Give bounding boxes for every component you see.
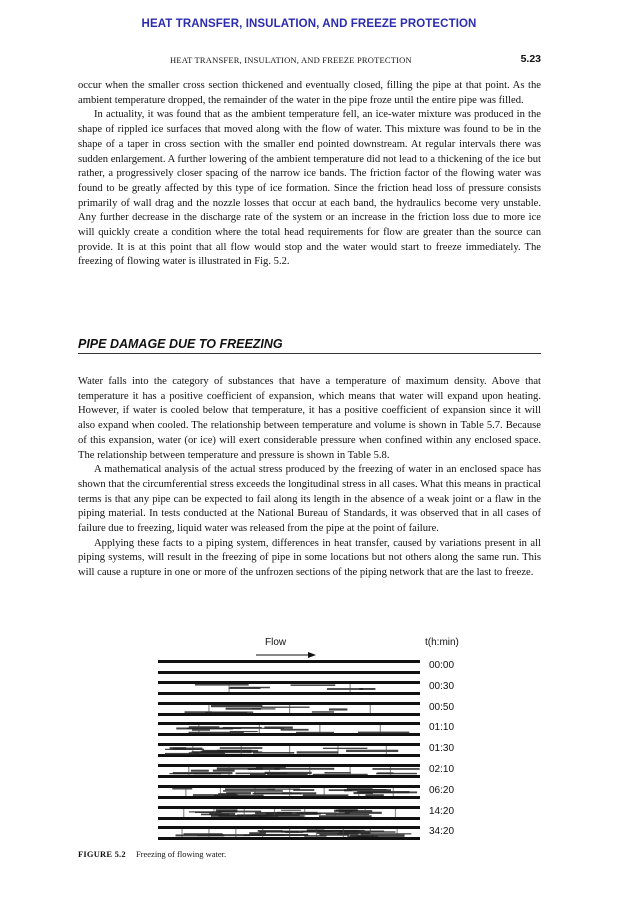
- ice-band: [191, 770, 209, 772]
- ice-band: [267, 788, 300, 789]
- ice-ring: [334, 809, 335, 817]
- pipe-wall-bottom: [158, 671, 420, 674]
- ice-ring: [395, 809, 396, 817]
- pipe-time-label: 14:20: [429, 805, 455, 817]
- ice-band: [329, 789, 353, 791]
- ice-band: [189, 811, 237, 812]
- ice-band: [226, 707, 261, 709]
- ice-band: [253, 752, 294, 754]
- ice-ring: [350, 767, 351, 775]
- pipe-wall-top: [158, 722, 420, 725]
- ice-band: [250, 774, 266, 776]
- ice-band: [297, 751, 338, 753]
- pipe-row: [158, 783, 478, 801]
- pipe-row: [158, 720, 478, 738]
- pipe-illustration: [158, 743, 420, 757]
- pipe-wall-bottom: [158, 796, 420, 799]
- ice-ring: [208, 829, 209, 837]
- ice-band: [187, 728, 241, 729]
- pipe-illustration: [158, 681, 420, 695]
- ice-band: [226, 792, 251, 794]
- ice-band: [172, 788, 192, 789]
- ice-ring: [370, 829, 371, 837]
- ice-band: [329, 708, 347, 710]
- pipe-row: [158, 741, 478, 759]
- pipe-wall-bottom: [158, 692, 420, 695]
- ice-band: [365, 794, 383, 796]
- ice-band: [213, 770, 235, 772]
- pipe-time-label: 01:10: [429, 722, 455, 734]
- pipe-row: [158, 762, 478, 780]
- ice-ring: [358, 788, 359, 796]
- pipe-time-label: 00:50: [429, 701, 455, 713]
- ice-band: [339, 832, 395, 833]
- running-head-title: HEAT TRANSFER, INSULATION, AND FREEZE PROTECTION: [170, 55, 412, 65]
- ice-ring: [337, 746, 338, 754]
- ice-ring: [269, 767, 270, 775]
- ice-band: [258, 830, 283, 832]
- ice-band: [229, 687, 261, 689]
- ice-band: [267, 774, 308, 776]
- ice-band: [194, 773, 221, 774]
- ice-ring: [274, 809, 275, 817]
- ice-band: [281, 729, 309, 731]
- page-number: 5.23: [520, 53, 541, 65]
- pipe-time-label: 06:20: [429, 784, 455, 796]
- ice-ring: [390, 767, 391, 775]
- flow-label: Flow: [265, 637, 287, 648]
- ice-band: [205, 711, 247, 712]
- paragraph: In actuality, it was found that as the ambient temperature fell, an ice-water mixture was produced in the shape of rippled ice surfaces that moved along with the flow of water. This mixture was found to be in the shape of a taper in cross section with the smaller end pointed downstream. At regular intervals there was sudden enlargement. A further lowering of the ambient temperature did not lead to a thickening of the ice but rather, a progressively closer spacing of the narrow ice bands. The friction factor of the flowing water was found to be greatly affected by this type of ice formation. Since the friction head loss of pressure consists primarily of wall drag and the nozzle losses that occur at each band, the hydraulics become very unstable. Any further decrease in the discharge rate of the system or an increase in the friction loss due to more ice will quickly create a condition where the total head requirements for flow are greater than the source can provide. It is at this point that all flow would stop and the water would start to freeze immediately. The freezing of flowing water is illustrated in Fig. 5.2.: [78, 109, 541, 268]
- ice-band: [327, 688, 363, 690]
- pipe-row: [158, 824, 478, 842]
- pipe-illustration: [158, 764, 420, 778]
- ice-ring: [324, 788, 325, 796]
- ice-ring: [188, 767, 189, 775]
- figure-number: FIGURE 5.2: [78, 849, 126, 859]
- pipe-illustration: [158, 806, 420, 820]
- ice-band: [313, 774, 368, 775]
- ice-band: [346, 750, 398, 752]
- pipe-wall-bottom: [158, 817, 420, 820]
- ice-ring: [386, 746, 387, 754]
- ice-ring: [289, 746, 290, 754]
- section-text-block: [78, 375, 541, 581]
- ice-ring: [370, 705, 371, 713]
- ice-ring: [259, 725, 260, 733]
- pipe-row: [158, 658, 478, 676]
- ice-band: [211, 705, 262, 707]
- ice-ring: [380, 725, 381, 733]
- ice-band: [353, 792, 372, 794]
- paragraph: A mathematical analysis of the actual stress produced by the freezing of water in an enclosed space has shown that the circumferential stress exceeds the longitudinal stress in all cases. What this means in practical terms is that any pipe can be expected to fail along its length in the absence of a weak joint or a flaw in the piping material. In tests conducted at the National Bureau of Standards, it was observed that in all cases of failure due to freezing, liquid water was released from the pipe at the point of failure.: [78, 464, 541, 535]
- intro-text-block: [78, 79, 541, 270]
- ice-band: [266, 812, 317, 814]
- ice-ring: [208, 705, 209, 713]
- ice-band: [170, 747, 186, 749]
- ice-band: [296, 732, 334, 734]
- ice-band: [324, 772, 350, 773]
- pipe-wall-top: [158, 785, 420, 788]
- ice-ring: [309, 767, 310, 775]
- ice-ring: [343, 829, 344, 837]
- pipe-wall-top: [158, 764, 420, 767]
- pipe-illustration: [158, 785, 420, 799]
- section-heading: PIPE DAMAGE DUE TO FREEZING: [78, 337, 541, 354]
- ice-ring: [316, 829, 317, 837]
- ice-ring: [235, 829, 236, 837]
- pipe-wall-bottom: [158, 713, 420, 716]
- ice-ring: [244, 809, 245, 817]
- ice-band: [254, 792, 292, 794]
- ice-band: [261, 706, 309, 707]
- pipe-wall-bottom: [158, 837, 420, 840]
- paragraph: Applying these facts to a piping system, differences in heat transfer, caused by variations present in all piping systems, will result in the freezing of pipe in some locations but not others along the same run. This will cause a rupture in one or more of the unfrozen sections of the piping network that are the last to freeze.: [78, 537, 541, 579]
- ice-ring: [192, 746, 193, 754]
- pipe-wall-top: [158, 743, 420, 746]
- ice-band: [281, 809, 301, 810]
- pipe-time-label: 00:30: [429, 680, 455, 692]
- ice-band: [372, 768, 419, 770]
- pipe-time-label: 01:30: [429, 743, 455, 755]
- pipe-wall-top: [158, 826, 420, 829]
- ice-band: [358, 732, 409, 734]
- ice-band: [319, 815, 372, 817]
- pipe-wall-top: [158, 681, 420, 684]
- ice-ring: [319, 725, 320, 733]
- ice-band: [192, 751, 252, 753]
- ice-ring: [229, 767, 230, 775]
- ice-ring: [213, 809, 214, 817]
- figure-freezing-flow: [150, 632, 480, 857]
- paragraph: occur when the smaller cross section thickened and eventually closed, filling the pipe at that point. As the ambient temperature dropped, the remainder of the water in the pipe froze until the entire pipe was filled.: [78, 80, 541, 106]
- ice-ring: [397, 829, 398, 837]
- ice-ring: [289, 829, 290, 837]
- pipe-row: [158, 700, 478, 718]
- document-banner: HEAT TRANSFER, INSULATION, AND FREEZE PROTECTION: [141, 18, 477, 30]
- ice-ring: [289, 788, 290, 796]
- ice-band: [249, 834, 307, 836]
- pipe-row: [158, 804, 478, 822]
- pipe-wall-top: [158, 806, 420, 809]
- pipe-wall-top: [158, 660, 420, 663]
- ice-band: [223, 790, 283, 792]
- ice-ring: [185, 788, 186, 796]
- pipe-illustration: [158, 722, 420, 736]
- ice-band: [195, 684, 249, 686]
- ice-band: [189, 727, 220, 729]
- ice-band: [337, 833, 358, 834]
- ice-band: [176, 835, 225, 837]
- ice-ring: [365, 809, 366, 817]
- ice-band: [339, 810, 372, 812]
- ice-ring: [183, 809, 184, 817]
- ice-band: [189, 732, 244, 734]
- pipe-illustration: [158, 826, 420, 840]
- ice-band: [285, 832, 303, 833]
- paragraph: Water falls into the category of substances that have a temperature of maximum density. Above that temperature it has a positive coefficient of expansion, which means that water will expand upon heating. However, if water is cooled below that temperature, it has a positive coefficient of expansion since it will also expand when cooled. The relationship between temperature and volume is shown in Table 5.7. Because of this expansion, water (or ice) will exert considerable pressure when confined within any enclosed space. The relationship between temperature and pressure is shown in Table 5.8.: [78, 376, 541, 461]
- pipe-row: [158, 679, 478, 697]
- ice-ring: [220, 788, 221, 796]
- ice-band: [258, 815, 304, 817]
- pipe-illustration: [158, 660, 420, 674]
- pipe-time-label: 34:20: [429, 826, 455, 838]
- pipe-time-label: 02:10: [429, 764, 455, 775]
- ice-ring: [254, 788, 255, 796]
- ice-ring: [198, 725, 199, 733]
- ice-band: [303, 794, 349, 796]
- figure-caption-text: Freezing of flowing water.: [135, 849, 227, 859]
- ice-ring: [289, 705, 290, 713]
- ice-ring: [262, 829, 263, 837]
- ice-band: [291, 684, 336, 686]
- ice-ring: [393, 788, 394, 796]
- ice-ring: [304, 809, 305, 817]
- ice-band: [312, 711, 334, 712]
- ice-ring: [181, 829, 182, 837]
- ice-band: [209, 812, 235, 814]
- ice-ring: [350, 684, 351, 692]
- ice-band: [264, 727, 292, 729]
- running-head: [78, 54, 541, 68]
- ice-band: [361, 834, 412, 835]
- ice-band: [323, 748, 367, 749]
- pipe-wall-top: [158, 702, 420, 705]
- pipe-illustration: [158, 702, 420, 716]
- ice-band: [192, 730, 210, 732]
- pipe-time-label: 00:00: [429, 660, 455, 671]
- ice-band: [275, 768, 335, 770]
- ice-ring: [241, 746, 242, 754]
- ice-band: [326, 813, 369, 814]
- time-axis-header: t(h:min): [425, 637, 459, 648]
- figure-caption: [78, 849, 226, 859]
- ice-ring: [229, 684, 230, 692]
